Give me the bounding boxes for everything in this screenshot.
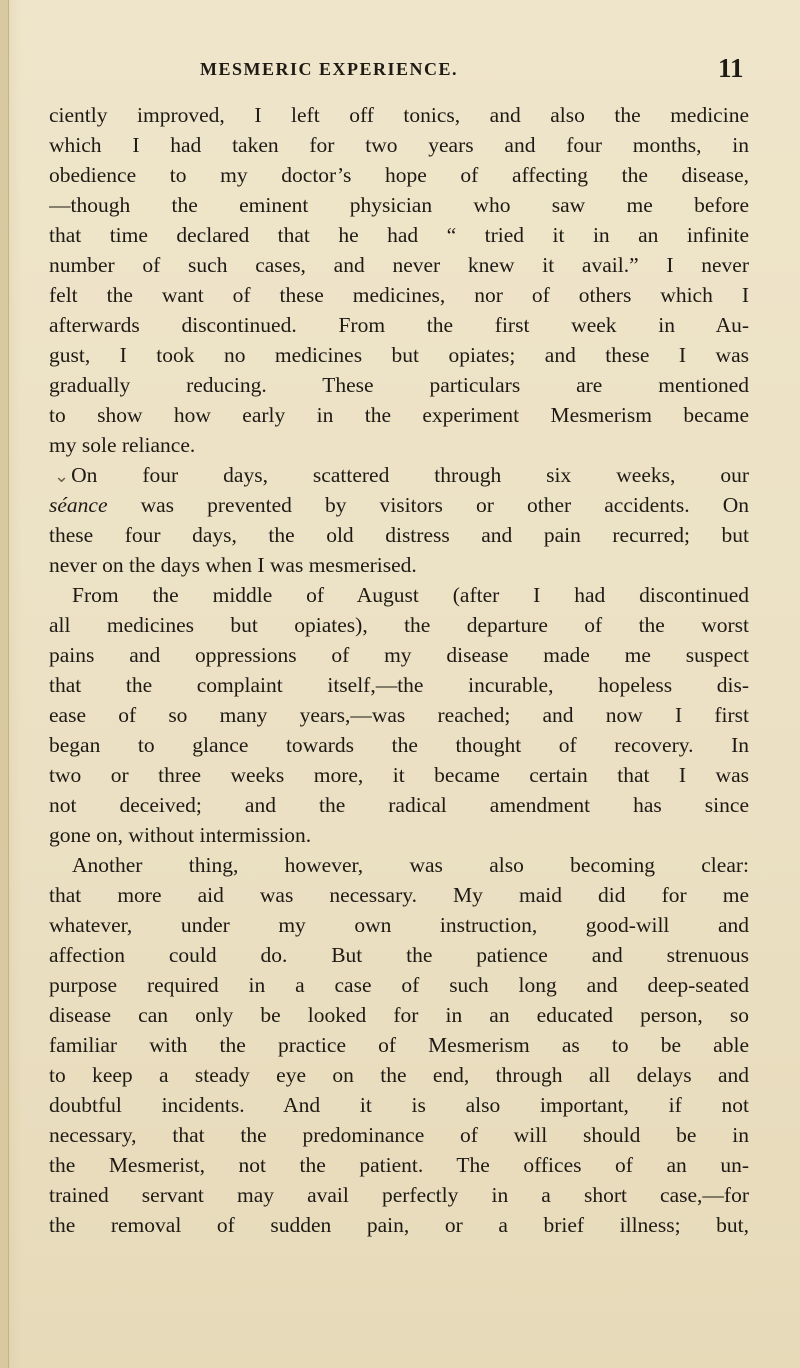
- text-line: purpose required in a case of such long and deep-seated: [49, 973, 749, 997]
- text-line: these four days, the old distress and pain recurred; but: [49, 523, 749, 547]
- text-line: the removal of sudden pain, or a brief illness; but,: [49, 1213, 749, 1237]
- text-line: began to glance towards the thought of recovery. In: [49, 733, 749, 757]
- text-line: gust, I took no medicines but opiates; and these I was: [49, 343, 749, 367]
- text-line: all medicines but opiates), the departure of the worst: [49, 613, 749, 637]
- text-line: affection could do. But the patience and strenuous: [49, 943, 749, 967]
- margin-mark: ⌄: [54, 466, 70, 486]
- text-line: that the complaint itself,—the incurable, hopeless dis-: [49, 673, 749, 697]
- text-line: ciently improved, I left off tonics, and also the medicine: [49, 103, 749, 127]
- text-line: [49, 490, 749, 520]
- italic-term: séance: [49, 493, 108, 517]
- text-line: never on the days when I was mesmerised.: [49, 553, 417, 577]
- running-head: [0, 55, 800, 85]
- text-line: ease of so many years,—was reached; and now I first: [49, 703, 749, 727]
- text-line: gone on, without intermission.: [49, 823, 312, 847]
- text-line: doubtful incidents. And it is also important, if not: [49, 1093, 749, 1117]
- page-number: 11: [718, 53, 744, 83]
- text-line-content: was prevented by visitors or other accidents. On: [107, 493, 749, 517]
- text-line: that more aid was necessary. My maid did for me: [49, 883, 749, 907]
- text-line: familiar with the practice of Mesmerism as to be able: [49, 1033, 749, 1057]
- text-line: trained servant may avail perfectly in a short case,—for: [49, 1183, 749, 1207]
- text-line: felt the want of these medicines, nor of others which I: [49, 283, 749, 307]
- text-line: my sole reliance.: [49, 433, 196, 457]
- text-line: gradually reducing. These particulars are mentioned: [49, 373, 749, 397]
- text-line: that time declared that he had “ tried it in an infinite: [49, 223, 749, 247]
- body-text: [49, 100, 749, 1240]
- text-line: obedience to my doctor’s hope of affecting the disease,: [49, 163, 749, 187]
- text-line: not deceived; and the radical amendment has since: [49, 793, 749, 817]
- text-line: two or three weeks more, it became certain that I was: [49, 763, 749, 787]
- text-line: disease can only be looked for in an educated person, so: [49, 1003, 749, 1027]
- text-line: to show how early in the experiment Mesmerism became: [49, 403, 749, 427]
- text-line: the Mesmerist, not the patient. The offices of an un-: [49, 1153, 749, 1177]
- text-line: which I had taken for two years and four months, in: [49, 133, 749, 157]
- text-line: [49, 460, 749, 490]
- text-line-content: On four days, scattered through six weeks, our: [71, 463, 749, 487]
- text-line: From the middle of August (after I had discontinued: [72, 583, 749, 607]
- text-line: necessary, that the predominance of will should be in: [49, 1123, 749, 1147]
- text-line: afterwards discontinued. From the first week in Au-: [49, 313, 749, 337]
- page-gutter: [0, 0, 9, 1368]
- text-line: —though the eminent physician who saw me before: [49, 193, 749, 217]
- text-line: Another thing, however, was also becoming clear:: [72, 853, 749, 877]
- text-line: whatever, under my own instruction, good-will and: [49, 913, 749, 937]
- text-line: pains and oppressions of my disease made me suspect: [49, 643, 749, 667]
- text-line: to keep a steady eye on the end, through all delays and: [49, 1063, 749, 1087]
- running-title: MESMERIC EXPERIENCE.: [200, 59, 459, 79]
- text-line: number of such cases, and never knew it avail.” I never: [49, 253, 749, 277]
